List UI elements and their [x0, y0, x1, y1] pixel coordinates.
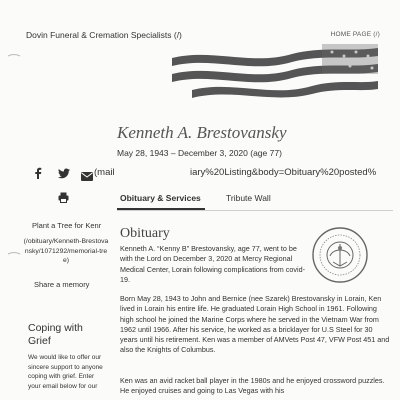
- obituary-heading: Obituary: [120, 226, 170, 241]
- obituary-paragraph: Ken was an avid racket ball player in the 1980s and he enjoyed crossword puzzles. He enjoyed cruises and going to Las Vegas with his: [120, 376, 385, 396]
- print-icon[interactable]: [58, 190, 69, 208]
- obituary-paragraph: Born May 28, 1943 to John and Bernice (nee Szarek) Brestovansky in Lorain, Ken lived in Lorain his entire life. He graduated Lorain High School in 1961. Following high school he joined the Marine Corps where he served in the Vietnam War from 1962 until 1966. After his service, he worked as a bricklayer for U.S Steel for 30 years until his retirement. Ken was a member of AMVets Post 47, VFW Post 451 and also the Knights of Columbus.: [120, 294, 390, 355]
- twitter-icon[interactable]: [58, 166, 70, 184]
- scan-mark-decoration: [0, 50, 24, 260]
- flag-banner-image: [172, 44, 378, 104]
- marine-corps-emblem-icon: [311, 226, 369, 284]
- site-title-link[interactable]: Dovin Funeral & Cremation Specialists (/): [26, 30, 182, 40]
- tab-divider: [117, 210, 393, 211]
- obituary-paragraph: Kenneth A. “Kenny B” Brestovansky, age 77, went to be with the Lord on December 3, 2020 at Mercy Regional Medical Center, Lorain following complications from covid-19.: [120, 244, 305, 284]
- deceased-name: Kenneth A. Brestovansky: [117, 123, 287, 142]
- plant-tree-link[interactable]: Plant a Tree for Kenr: [32, 221, 102, 230]
- mail-link-text-overflow[interactable]: iary%20Listing&body=Obituary%20posted%: [190, 167, 377, 178]
- home-page-link[interactable]: HOME PAGE (/): [330, 31, 380, 38]
- share-memory-button[interactable]: Share a memory: [34, 280, 90, 289]
- site-header: [0, 0, 400, 48]
- memorial-tree-link[interactable]: (/obituary/Kenneth-Brestovansky/1071292/memorial-tree): [23, 238, 109, 264]
- coping-grief-text: We would like to offer our sincere support to anyone coping with grief. Enter your email below for our: [28, 354, 103, 390]
- life-dates: May 28, 1943 – December 3, 2020 (age 77): [117, 148, 282, 158]
- coping-grief-heading: Coping with Grief: [28, 322, 83, 347]
- facebook-icon[interactable]: [34, 166, 42, 184]
- mail-link-text[interactable]: (mail: [94, 167, 115, 178]
- mail-icon[interactable]: [81, 168, 93, 186]
- tab-obituary-services[interactable]: Obituary & Services: [120, 193, 201, 203]
- tab-tribute-wall[interactable]: Tribute Wall: [226, 193, 271, 203]
